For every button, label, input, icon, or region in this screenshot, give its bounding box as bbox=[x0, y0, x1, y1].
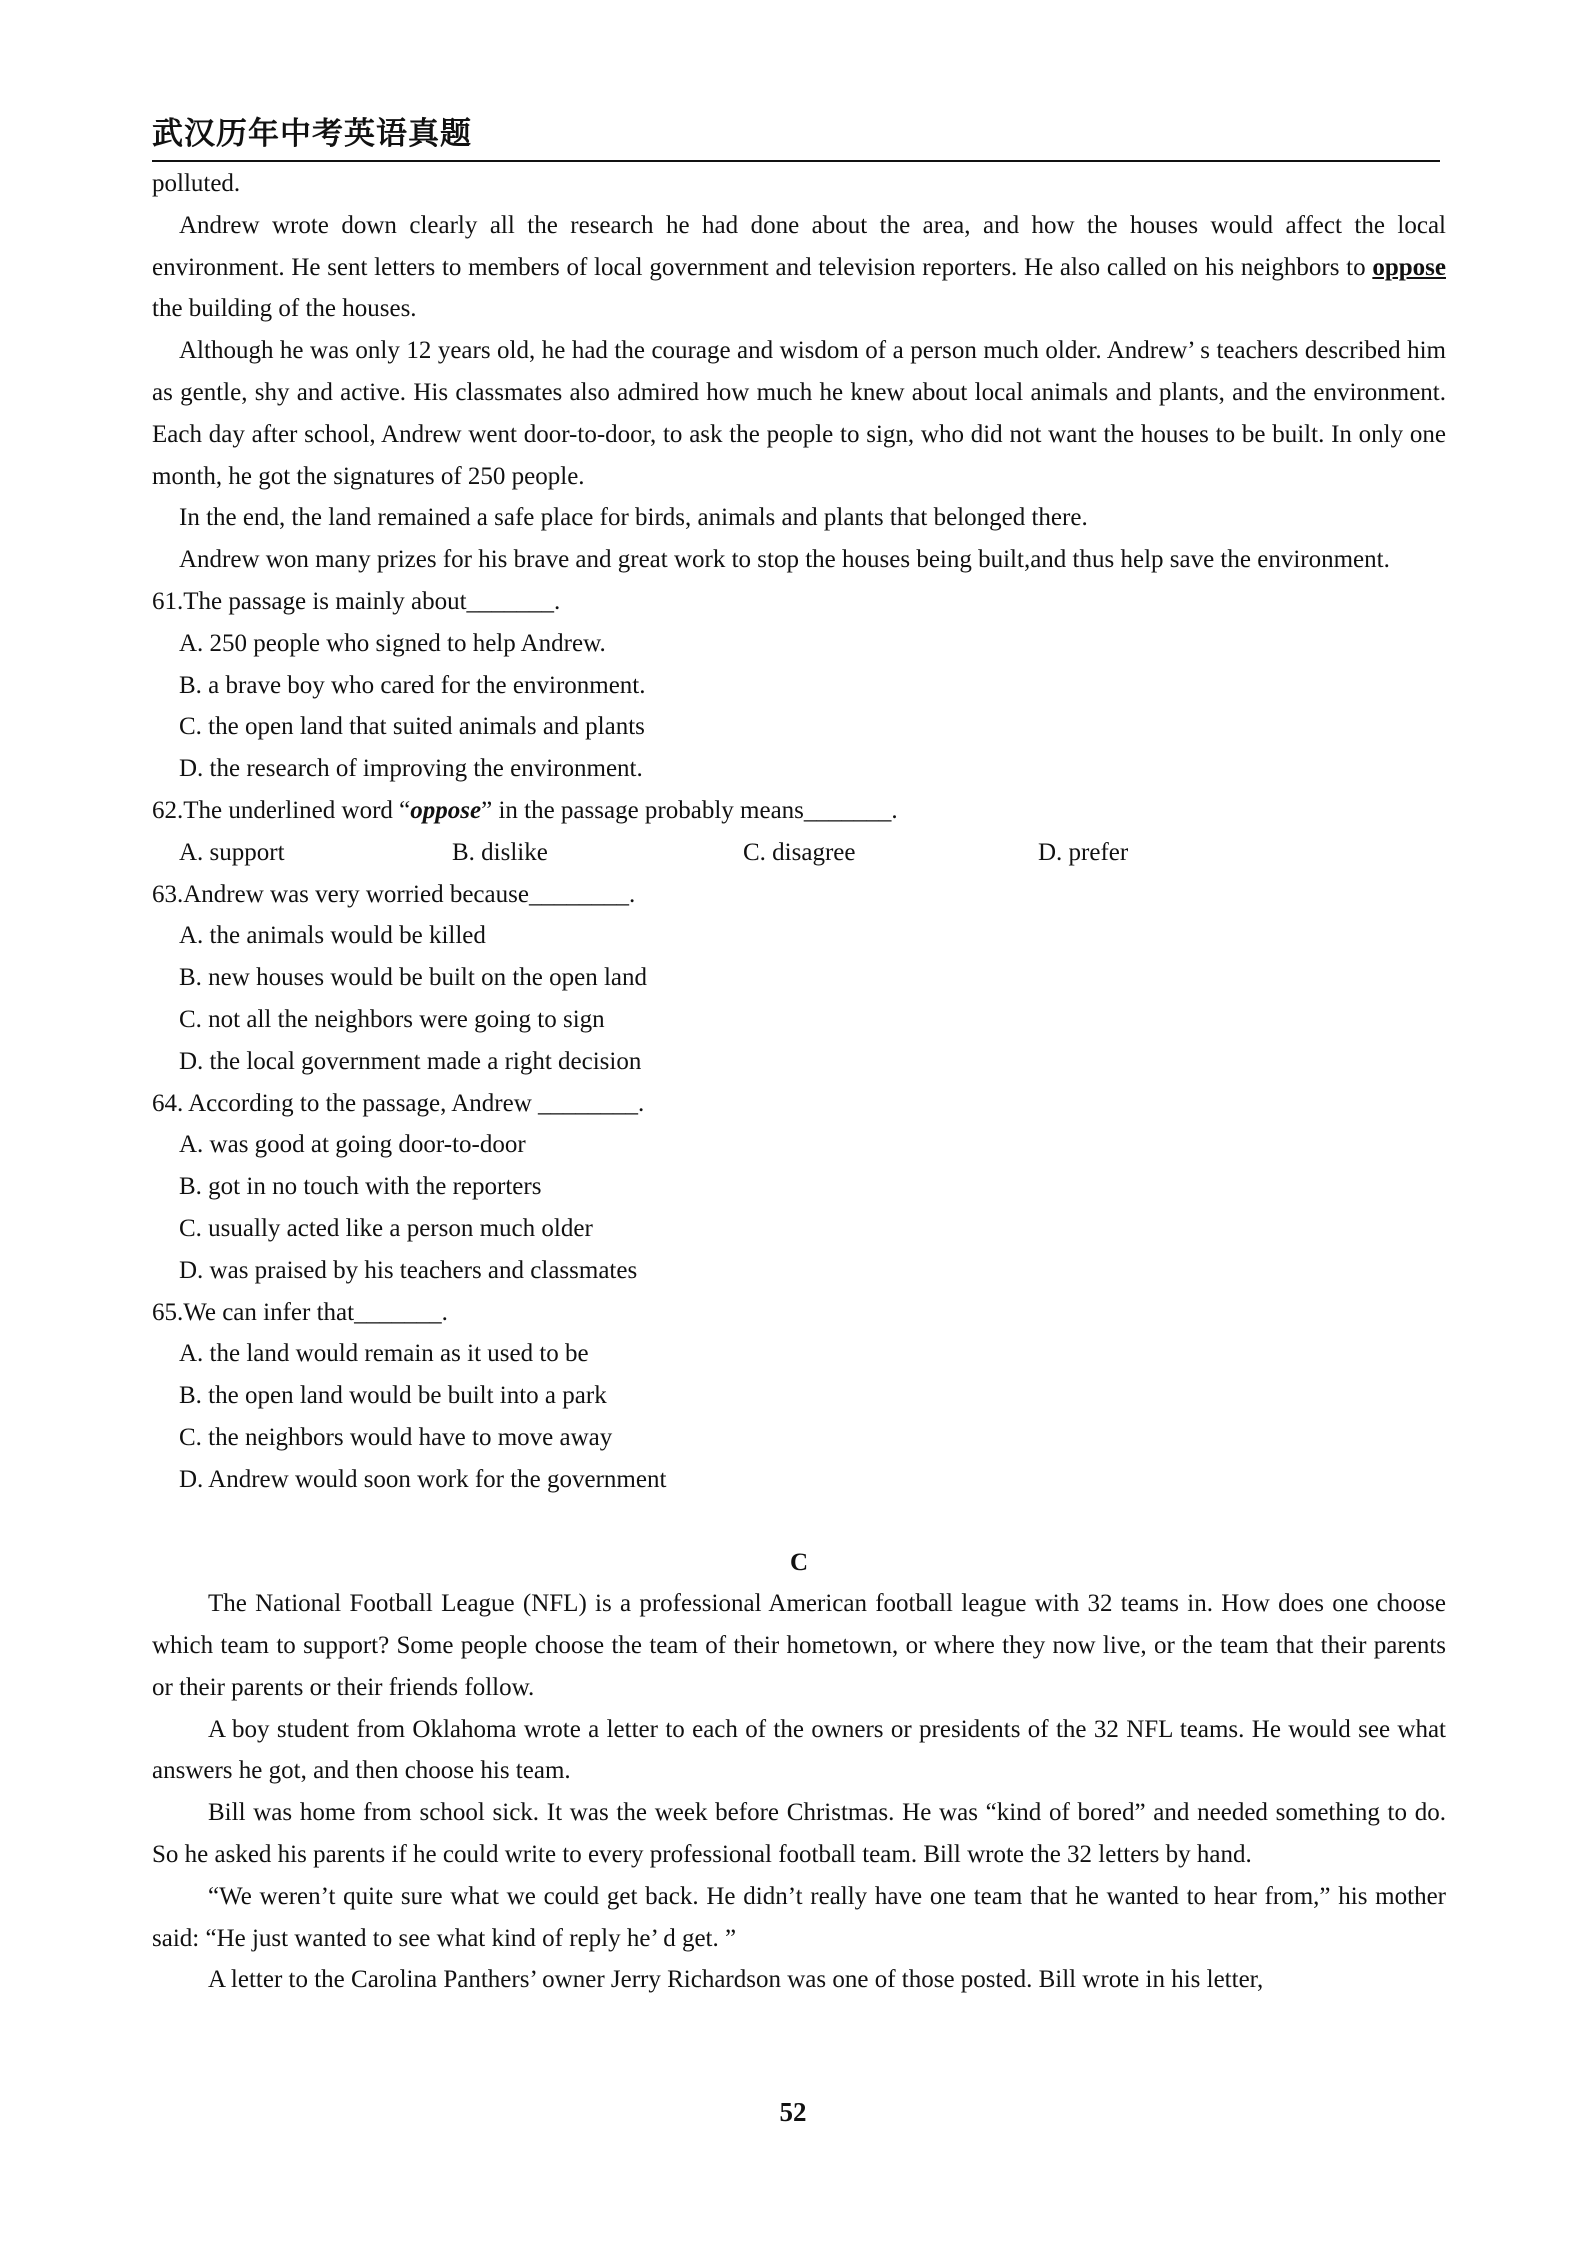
passage-c-paragraph-4: “We weren’t quite sure what we could get back. He didn’t really have one team that he wanted to hear from,” his mother said: “He just wanted to see what kind of reply he’ d get. ” bbox=[152, 1882, 1446, 1952]
question-61-stem: 61.The passage is mainly about_______. bbox=[152, 587, 561, 615]
question-63-option-c: C. not all the neighbors were going to sign bbox=[179, 1005, 605, 1033]
question-63-stem: 63.Andrew was very worried because________. bbox=[152, 880, 636, 908]
question-61-option-b: B. a brave boy who cared for the environment. bbox=[179, 671, 646, 699]
header-rule bbox=[152, 160, 1440, 162]
question-62-option-d: D. prefer bbox=[1038, 838, 1129, 866]
question-62-option-b: B. dislike bbox=[452, 838, 548, 866]
question-64-option-b: B. got in no touch with the reporters bbox=[179, 1173, 542, 1201]
question-65-stem: 65.We can infer that_______. bbox=[152, 1298, 448, 1326]
question-62-option-a: A. support bbox=[179, 838, 285, 866]
question-65-option-a: A. the land would remain as it used to be bbox=[179, 1340, 589, 1368]
passage-c-paragraph-3: Bill was home from school sick. It was the week before Christmas. He was “kind of bored” and needed something to do. So he asked his parents if he could write to every professional football team. Bill wrote the 32 letters by hand. bbox=[152, 1799, 1446, 1869]
question-65-option-c: C. the neighbors would have to move away bbox=[179, 1423, 613, 1451]
passage-b-paragraph-1 bbox=[152, 205, 1446, 330]
question-text: 62.The underlined word “ bbox=[152, 796, 411, 824]
page-body bbox=[152, 163, 1446, 2001]
question-64-option-a: A. was good at going door-to-door bbox=[179, 1131, 526, 1159]
section-gap bbox=[152, 1501, 1446, 1542]
question-64-option-c: C. usually acted like a person much older bbox=[179, 1214, 593, 1242]
question-64-option-d: D. was praised by his teachers and classmates bbox=[179, 1256, 638, 1284]
underlined-keyword: oppose bbox=[1372, 253, 1446, 281]
page-header-title: 武汉历年中考英语真题 bbox=[152, 116, 472, 152]
paragraph-text: the building of the houses. bbox=[152, 295, 417, 323]
question-keyword: oppose bbox=[410, 796, 482, 824]
section-c-title: C bbox=[789, 1548, 809, 1576]
question-61-option-d: D. the research of improving the environment. bbox=[179, 755, 643, 783]
question-63-option-a: A. the animals would be killed bbox=[179, 922, 486, 950]
passage-b-paragraph-3: In the end, the land remained a safe place for birds, animals and plants that belonged there. bbox=[179, 504, 1088, 532]
question-62-options bbox=[152, 832, 1446, 874]
question-63-option-b: B. new houses would be built on the open land bbox=[179, 964, 647, 992]
question-62-option-c: C. disagree bbox=[743, 838, 856, 866]
question-65-option-b: B. the open land would be built into a park bbox=[179, 1382, 607, 1410]
question-65-option-d: D. Andrew would soon work for the government bbox=[179, 1465, 667, 1493]
passage-b-fragment: polluted. bbox=[152, 170, 241, 197]
question-text: ” in the passage probably means_______. bbox=[481, 796, 898, 824]
passage-c-paragraph-2: A boy student from Oklahoma wrote a letter to each of the owners or presidents of the 32 NFL teams. He would see what answers he got, and then choose his team. bbox=[152, 1715, 1446, 1785]
question-61-option-c: C. the open land that suited animals and plants bbox=[179, 713, 645, 741]
passage-c-paragraph-1: The National Football League (NFL) is a professional American football league with 32 teams in. How does one choose which team to support? Some people choose the team of their hometown, or where they now live, or the team that their parents or their parents or their friends follow. bbox=[152, 1590, 1446, 1701]
passage-c-paragraph-5: A letter to the Carolina Panthers’ owner Jerry Richardson was one of those posted. Bill wrote in his letter, bbox=[208, 1966, 1264, 1994]
paragraph-text: Andrew wrote down clearly all the research he had done about the area, and how the houses would affect the local environment. He sent letters to members of local government and television reporters. He also called on his neighbors to bbox=[152, 211, 1446, 281]
question-62-stem bbox=[152, 790, 1446, 832]
page-number: 52 bbox=[779, 2097, 807, 2127]
question-61-option-a: A. 250 people who signed to help Andrew. bbox=[179, 629, 606, 657]
question-64-stem: 64. According to the passage, Andrew ________. bbox=[152, 1089, 645, 1117]
passage-b-paragraph-2: Although he was only 12 years old, he had the courage and wisdom of a person much older. Andrew’ s teachers described him as gentle, shy and active. His classmates also admired how much he knew about local animals and plants, and the environment. Each day after school, Andrew went door-to-door, to ask the people to sign, who did not want the houses to be built. In only one month, he got the signatures of 250 people. bbox=[152, 337, 1446, 490]
passage-b-paragraph-4: Andrew won many prizes for his brave and great work to stop the houses being built,and thus help save the environment. bbox=[179, 546, 1390, 574]
question-63-option-d: D. the local government made a right decision bbox=[179, 1047, 642, 1075]
